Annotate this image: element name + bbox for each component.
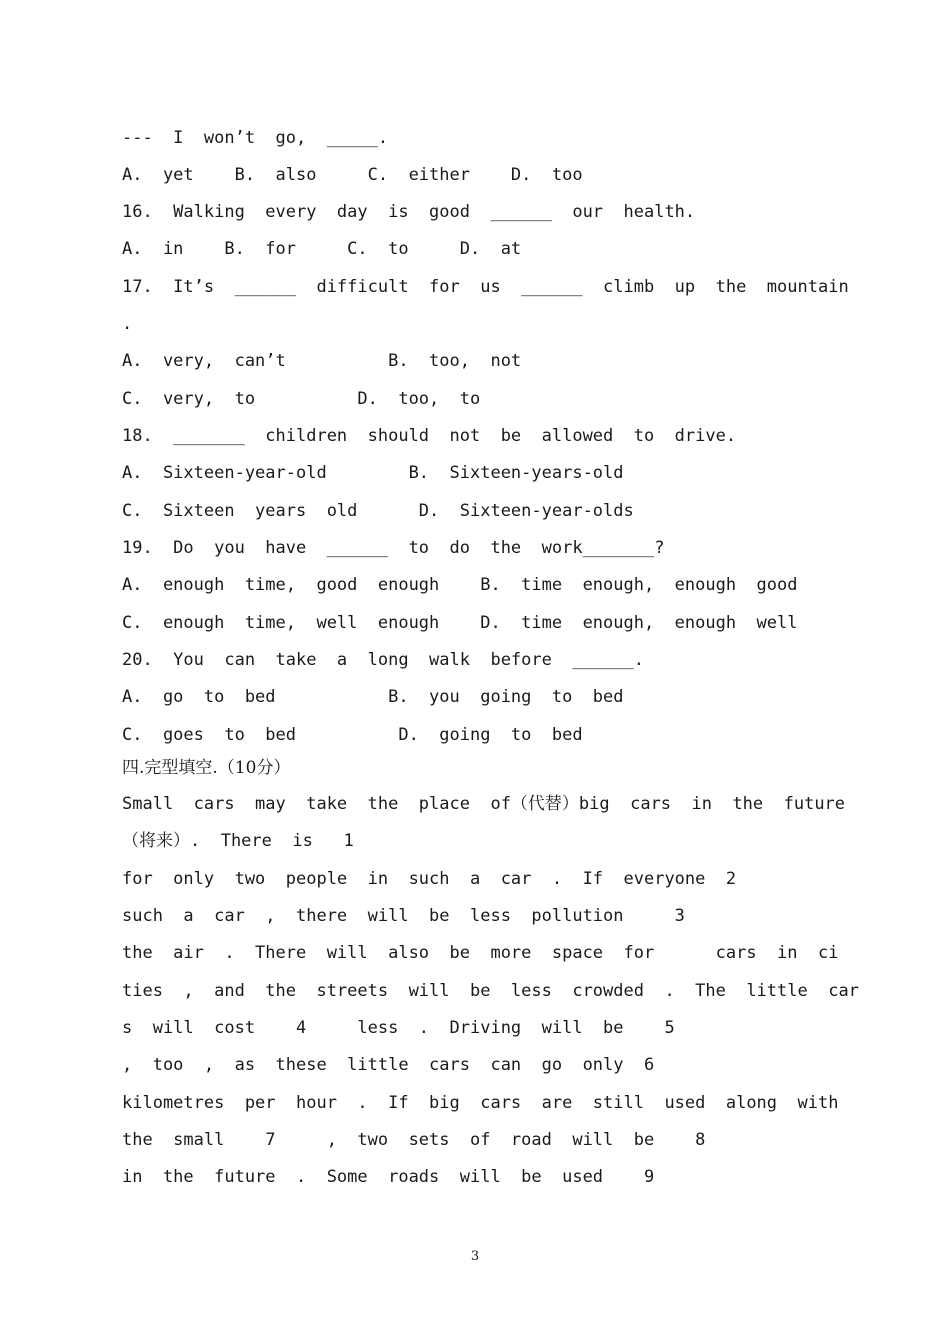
text-line: A. yet B. also C. either D. too — [122, 165, 583, 185]
question-18: 18. _______ children should not be allowed to drive. — [122, 426, 737, 446]
question-17: 17. It’s ______ difficult for us ______ climb up the mountain — [122, 277, 849, 297]
passage-line: the small 7 , two sets of road will be 8 — [122, 1130, 706, 1150]
passage-line: s will cost 4 less . Driving will be 5 — [122, 1018, 675, 1038]
passage-line: ties , and the streets will be less crowded . The little car — [122, 981, 859, 1001]
page-number: 3 — [470, 1249, 480, 1264]
text-line: C. Sixteen years old D. Sixteen-year-olds — [122, 501, 634, 521]
text-line: C. enough time, well enough D. time enough, enough well — [122, 613, 798, 633]
passage-line: for only two people in such a car . If everyone 2 — [122, 869, 737, 889]
passage-line: , too , as these little cars can go only 6 — [122, 1055, 655, 1075]
passage-line: such a car , there will be less pollution 3 — [122, 906, 685, 926]
question-19: 19. Do you have ______ to do the work_______? — [122, 538, 665, 558]
text-line: A. go to bed B. you going to bed — [122, 687, 624, 707]
text-line: C. goes to bed D. going to bed — [122, 725, 583, 745]
question-16: 16. Walking every day is good ______ our health. — [122, 202, 696, 222]
passage-line: kilometres per hour . If big cars are still used along with — [122, 1093, 839, 1113]
text-line: A. enough time, good enough B. time enough, enough good — [122, 575, 798, 595]
text-line: . — [122, 314, 133, 334]
passage-line: （将来）. There is 1 — [122, 831, 354, 851]
passage-line: the air . There will also be more space for cars in ci — [122, 943, 839, 963]
passage-line: in the future . Some roads will be used 9 — [122, 1167, 655, 1187]
section-heading: 四.完型填空.（10分） — [122, 758, 291, 778]
question-20: 20. You can take a long walk before ______. — [122, 650, 644, 670]
text-line: C. very, to D. too, to — [122, 389, 481, 409]
text-line: A. in B. for C. to D. at — [122, 239, 522, 259]
text-line: A. very, can’t B. too, not — [122, 351, 522, 371]
passage-line: Small cars may take the place of（代替）big cars in the future — [122, 794, 846, 814]
text-line: --- I won’t go, _____. — [122, 128, 389, 148]
text-line: A. Sixteen-year-old B. Sixteen-years-old — [122, 463, 624, 483]
